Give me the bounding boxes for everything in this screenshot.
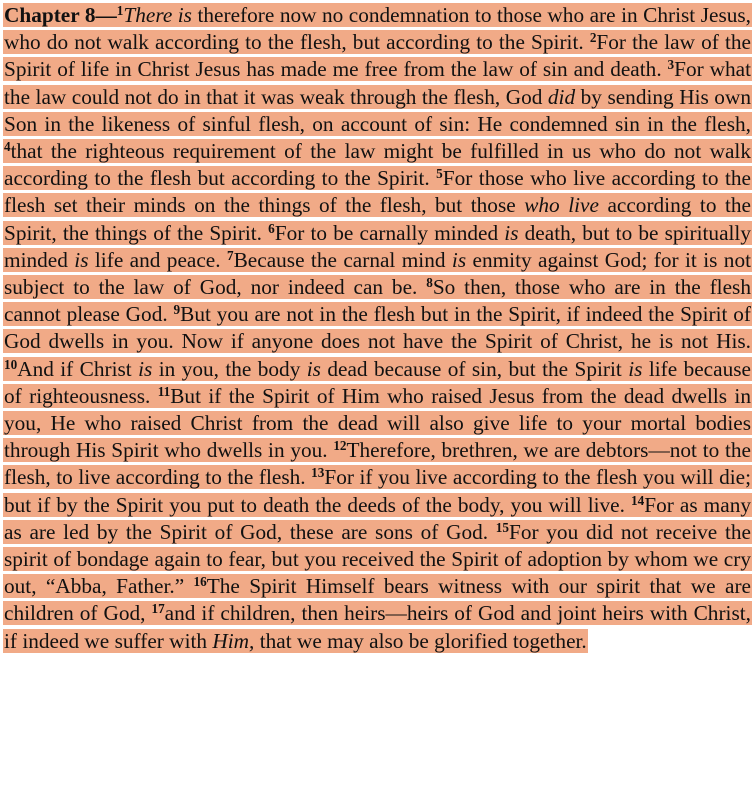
italic-word: who live	[524, 193, 599, 218]
verse-text: life and peace.	[88, 247, 227, 272]
italic-word: did	[547, 84, 576, 109]
verse-text: For those who live according to the flesh set their minds on the things of the flesh, but those	[4, 166, 751, 218]
verse-text: in you, the body	[152, 356, 307, 381]
verse-number: 14	[631, 492, 645, 508]
verse-text: that the righteous requirement of the law might be fulfilled in us who do not walk according to the flesh but according to the Spirit.	[4, 139, 751, 191]
verse-text: For you did not receive the spirit of bondage again to fear, but you received the Spirit of adoption by whom we cry out, “Abba, Father.”	[4, 519, 751, 599]
verse-text: by sending His own Son in the likeness of sinful flesh, on account of sin: He condemned sin in the flesh,	[4, 84, 751, 136]
verse-number: 16	[193, 574, 207, 590]
italic-word: Him,	[212, 628, 255, 653]
verse-number: 5	[436, 165, 443, 181]
verse-number: 13	[311, 465, 325, 481]
verse-text: The Spirit Himself bears witness with our spirit that we are children of God,	[4, 574, 751, 626]
verse-number: 15	[495, 519, 509, 535]
verse-text: For the law of the Spirit of life in Christ Jesus has made me free from the law of sin and death.	[4, 30, 751, 82]
verse-number: 2	[589, 29, 597, 45]
verse-number: 8	[426, 274, 433, 290]
verse-text: death, but to be spiritually minded	[4, 220, 752, 272]
italic-word: is	[74, 247, 89, 272]
verse-text: For as many as are led by the Spirit of God, these are sons of God.	[4, 492, 751, 544]
verse-text: therefore now no condemnation to those who are in Christ Jesus, who do not walk according to the flesh, but according to the Spirit.	[4, 3, 751, 55]
verse-number: 7	[226, 247, 234, 263]
verse-number: 1	[116, 2, 124, 18]
verse-number: 3	[667, 57, 675, 73]
verse-number: 10	[4, 356, 18, 372]
verse-text: that we may also be glorified together.	[254, 628, 587, 653]
italic-word: is	[451, 247, 467, 272]
verse-text: according to the Spirit, the things of the Spirit.	[4, 193, 751, 245]
verse-number: 6	[268, 220, 275, 236]
verse-text: But you are not in the flesh but in the Spirit, if indeed the Spirit of God dwells in you. Now if anyone does not have the Spirit of Christ, he is not His.	[4, 302, 751, 354]
verse-text: So then, those who are in the flesh cannot please God.	[4, 275, 751, 327]
italic-word: is	[504, 220, 519, 245]
verse-number: 4	[4, 138, 11, 154]
verse-number: 9	[173, 301, 181, 317]
verse-text: life because of righteousness.	[4, 356, 751, 408]
verse-number: 11	[157, 383, 171, 399]
verse-text: and if children, then heirs—heirs of God and joint heirs with Christ, if indeed we suffer with	[4, 601, 751, 653]
verse-text: But if the Spirit of Him who raised Jesus from the dead dwells in you, He who raised Christ from the dead will also give life to your mortal bodies through His Spirit who dwells in you.	[4, 383, 752, 463]
verse-text: And if Christ	[17, 356, 139, 381]
verse-number: 17	[151, 601, 165, 617]
italic-word: is	[628, 356, 643, 381]
verse-text: For if you live according to the flesh you will die; but if by the Spirit you put to death the deeds of the body, you will live.	[4, 465, 751, 517]
highlighted-text[interactable]	[3, 3, 752, 653]
verse-text: Therefore, brethren, we are debtors—not to the flesh, to live according to the flesh.	[4, 438, 751, 490]
verse-number: 12	[333, 438, 347, 453]
verse-text: Because the carnal mind	[233, 247, 452, 272]
chapter-heading: Chapter 8—	[4, 3, 117, 27]
italic-word: is	[138, 356, 153, 381]
verse-text: For what the law could not do in that it was weak through the flesh, God	[4, 57, 751, 109]
verse-text: dead because of sin, but the Spirit	[320, 356, 629, 381]
verse-text: For to be carnally minded	[274, 220, 505, 245]
italic-word: There is	[123, 3, 192, 27]
verse-text: enmity against God; for it is not subject to the law of God, nor indeed can be.	[4, 247, 752, 300]
italic-word: is	[306, 356, 321, 381]
scripture-passage	[3, 2, 752, 655]
